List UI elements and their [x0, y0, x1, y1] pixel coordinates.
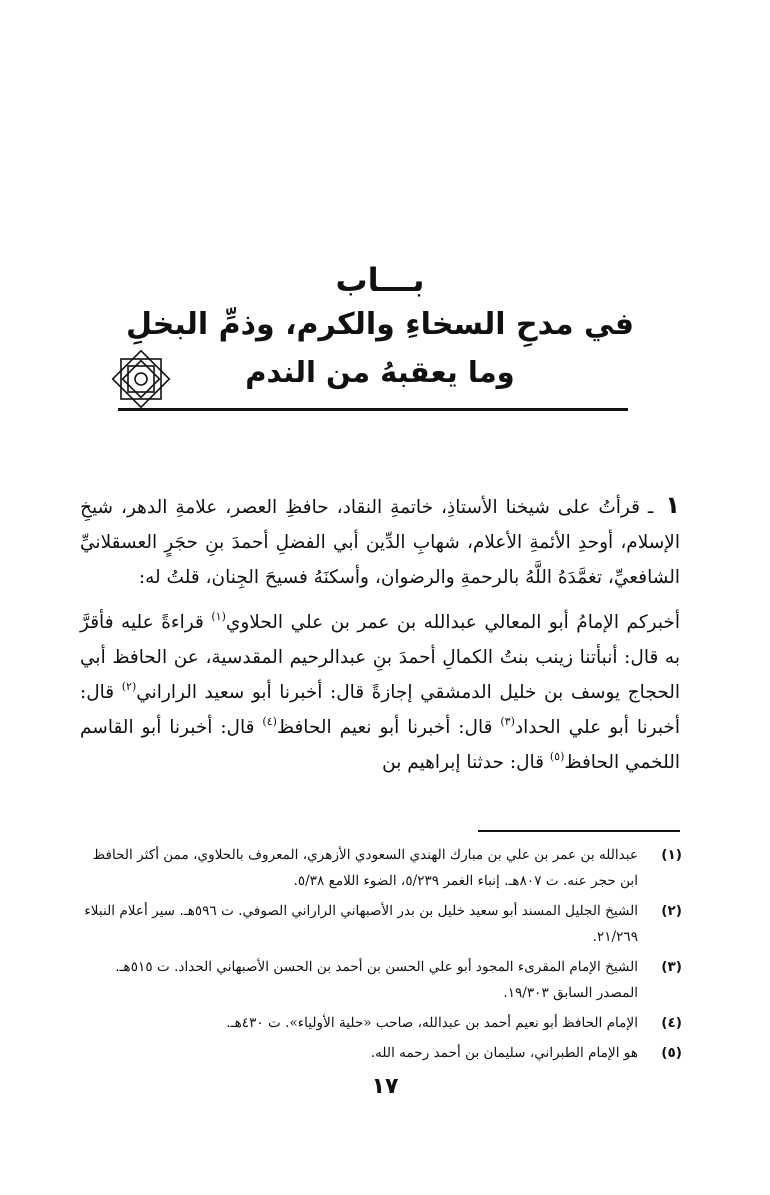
footnote-ref-5[interactable]: (٥): [549, 750, 565, 763]
paragraph-2-text: قال: أخبرنا أبو علي الحداد: [80, 682, 680, 738]
chapter-title-line-2: وما يعقبهُ من الندم: [245, 355, 515, 389]
footnote-item: [80, 842, 682, 894]
footnote-ref-2[interactable]: (٢): [121, 680, 137, 693]
footnote-number: (٢): [661, 903, 682, 919]
paragraph-2: [80, 605, 680, 780]
footnote-number: (٣): [661, 959, 682, 975]
footnote-number: (٥): [661, 1045, 682, 1061]
chapter-heading-word: بـــاب: [335, 261, 425, 299]
main-body-text: [80, 488, 680, 780]
paragraph-1-text: ـ قرأتُ على شيخنا الأستاذِ، خاتمةِ النقاد، حافظِ العصر، علامةِ الدهر، شيخِ الإسلام، أوحدِ الأئمةِ الأعلام، شهابِ الدِّين أبي الفضلِ أحمدَ بنِ حجَرٍ العسقلانيِّ الشافعيِّ، تغمَّدَهُ اللَّهُ بالرحمةِ والرضوان، وأسكنَهُ فسيحَ الجِنان، قلتُ له:: [80, 497, 680, 588]
page-number: ١٧: [371, 1074, 399, 1099]
footnote-item: [80, 954, 682, 1006]
footnote-text: عبدالله بن عمر بن علي بن مبارك الهندي السعودي الأزهري، المعروف بالحلاوي، ممن أكثر الحافظ ابن حجر عنه. ت ٨٠٧هـ. إنباء الغمر ٥/٢٣٩، الضوء اللامع ٥/٣٨.: [92, 847, 638, 889]
octagram-star-icon: [110, 348, 172, 410]
footnote-item: [80, 1010, 682, 1036]
footnote-ref-1[interactable]: (١): [211, 610, 226, 623]
footnote-item: [80, 1040, 682, 1066]
chapter-title-line-1: في مدحِ السخاءِ والكرم، وذمِّ البخلِ: [126, 307, 634, 342]
paragraph-number: ١: [665, 491, 680, 519]
footnotes-list: [80, 842, 682, 1070]
paragraph-2-text: أخبركم الإمامُ أبو المعالي عبدالله بن عمر بن علي الحلاوي: [225, 612, 681, 633]
footnote-text: الإمام الحافظ أبو نعيم أحمد بن عبدالله، صاحب «حلية الأولياء». ت ٤٣٠هـ.: [226, 1015, 638, 1031]
paragraph-2-text: قال: أخبرنا أبو القاسم اللخمي الحافظ: [80, 717, 680, 773]
footnote-ref-3[interactable]: (٣): [500, 715, 515, 728]
footnote-number: (٤): [661, 1015, 682, 1031]
footnote-separator-rule: [478, 830, 680, 832]
footnote-ref-4[interactable]: (٤): [262, 715, 277, 728]
footnote-text: الشيخ الجليل المسند أبو سعيد خليل بن بدر الأصبهاني الراراني الصوفي. ت ٥٩٦هـ. سير أعلام النبلاء ٢١/٢٦٩.: [84, 903, 638, 945]
footnote-text: هو الإمام الطبراني، سليمان بن أحمد رحمه الله.: [370, 1045, 638, 1061]
paragraph-2-text: قال: حدثنا إبراهيم بن: [382, 752, 550, 773]
paragraph-2-text: قراءةً عليه فأقرَّ به قال: أنبأتنا زينب بنتُ الكمالِ أحمدَ بنِ عبدالرحيم المقدسية، عن الحافظ أبي الحجاج يوسف بن خليل الدمشقي إجازةً قال: أخبرنا أبو سعيد الراراني: [80, 612, 680, 703]
title-underline-rule: [118, 408, 628, 411]
footnote-text: الشيخ الإمام المقرىء المجود أبو علي الحسن بن أحمد بن الحسن الأصبهاني الحداد. ت ٥١٥هـ. المصدر السابق ١٩/٣٠٣.: [115, 959, 638, 1001]
paragraph-2-text: قال: أخبرنا أبو نعيم الحافظ: [276, 717, 501, 738]
footnote-item: [80, 898, 682, 950]
paragraph-1: [80, 488, 680, 595]
footnote-number: (١): [661, 847, 682, 863]
